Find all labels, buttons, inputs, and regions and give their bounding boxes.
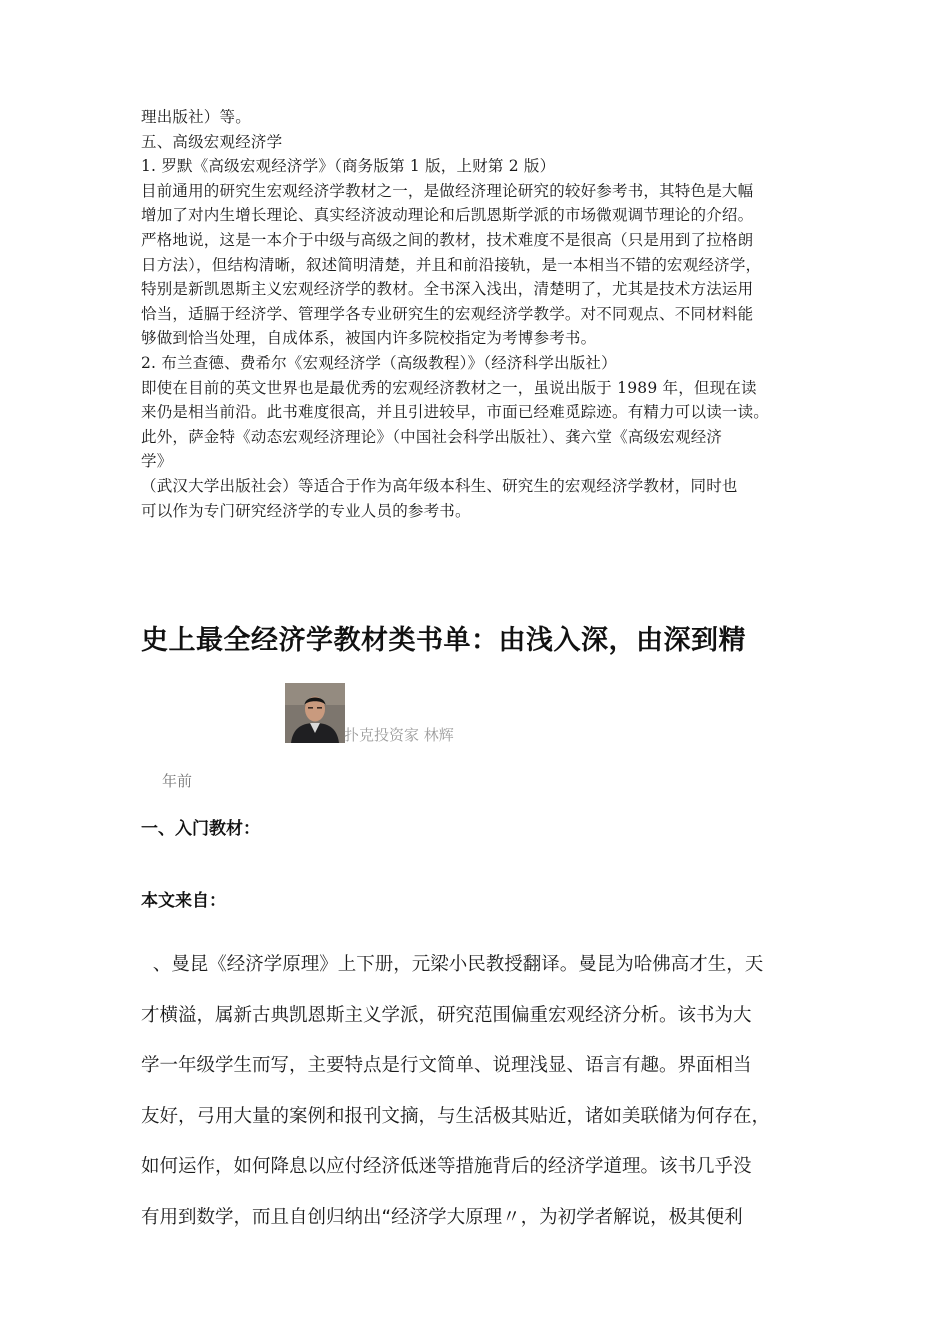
- text-line: 严格地说，这是一本介于中级与高级之间的教材，技术难度不是很高（只是用到了拉格朗: [141, 230, 754, 249]
- text-line: 学》: [141, 452, 173, 471]
- text-line: 增加了对内生增长理论、真实经济波动理论和后凯恩斯学派的市场微观调节理论的介绍。: [141, 206, 754, 225]
- text-line: 可以作为专门研究经济学的专业人员的参考书。: [141, 501, 471, 520]
- author-avatar[interactable]: [285, 683, 345, 743]
- heading-intro-textbooks: 一、入门教材：: [141, 819, 260, 839]
- top-section-text: [141, 105, 831, 523]
- text-line: 特别是新凯恩斯主义宏观经济学的教材。全书深入浅出，清楚明了，尤其是技术方法运用: [141, 280, 754, 299]
- text-line: 目前通用的研究生宏观经济学教材之一，是做经济理论研究的较好参考书，其特色是大幅: [141, 181, 754, 200]
- section-heading-advanced-macro: 五、高级宏观经济学: [141, 132, 283, 151]
- book-entry-blanchard: 2. 布兰查德、费希尔《宏观经济学（高级教程）》（经济科学出版社）: [141, 353, 617, 372]
- text-line: 日方法），但结构清晰，叙述简明清楚，并且和前沿接轨，是一本相当不错的宏观经济学，: [141, 255, 762, 274]
- article-body: [141, 940, 841, 1243]
- text-line: 理出版社）等。: [141, 108, 251, 126]
- text-line: （武汉大学出版社会）等适合于作为高年级本科生、研究生的宏观经济学教材，同时也: [141, 476, 738, 495]
- article-title: 史上最全经济学教材类书单：由浅入深，由深到精: [141, 625, 746, 656]
- body-line: 学一年级学生而写，主要特点是行文简单、说理浅显、语言有趣。界面相当: [141, 1055, 752, 1076]
- text-line: 够做到恰当处理，自成体系，被国内许多院校指定为考博参考书。: [141, 329, 597, 348]
- text-line: 此外，萨金特《动态宏观经济理论》（中国社会科学出版社）、龚六堂《高级宏观经济: [141, 427, 723, 446]
- body-line: 才横溢，属新古典凯恩斯主义学派，研究范围偏重宏观经济分析。该书为大: [141, 1004, 752, 1026]
- book-entry-romer: 1. 罗默《高级宏观经济学》（商务版第 1 版，上财第 2 版）: [141, 157, 556, 176]
- body-line: 如何运作，如何降息以应付经济低迷等措施背后的经济学道理。该书几乎没: [141, 1156, 752, 1177]
- text-line: 恰当，适膈于经济学、管理学各专业研究生的宏观经济学教学。对不同观点、不同材料能: [141, 304, 754, 323]
- body-line: 有用到数学，而且自创归纳出“经济学大原理〃，为初学者解说，极其便利: [141, 1206, 743, 1228]
- heading-source: 本文来自：: [141, 891, 226, 911]
- body-line: 友好，弓用大量的案例和报刊文摘，与生活极其贴近，诸如美联储为何存在，: [141, 1105, 771, 1127]
- text-line: 来仍是相当前沿。此书难度很高，并且引进较早，市面已经难觅踪迹。有精力可以读一读。: [141, 403, 770, 422]
- body-line: 、曼昆《经济学原理》上下册，元梁小民教授翻译。曼昆为哈佛高才生，天: [141, 954, 764, 975]
- text-line: 即使在目前的英文世界也是最优秀的宏观经济教材之一，虽说出版于 1989 年，但现在读: [141, 378, 757, 397]
- avatar-photo-icon: [285, 683, 345, 743]
- post-time: 年前: [162, 772, 193, 790]
- author-name[interactable]: 扑克投资家 林辉: [344, 726, 454, 744]
